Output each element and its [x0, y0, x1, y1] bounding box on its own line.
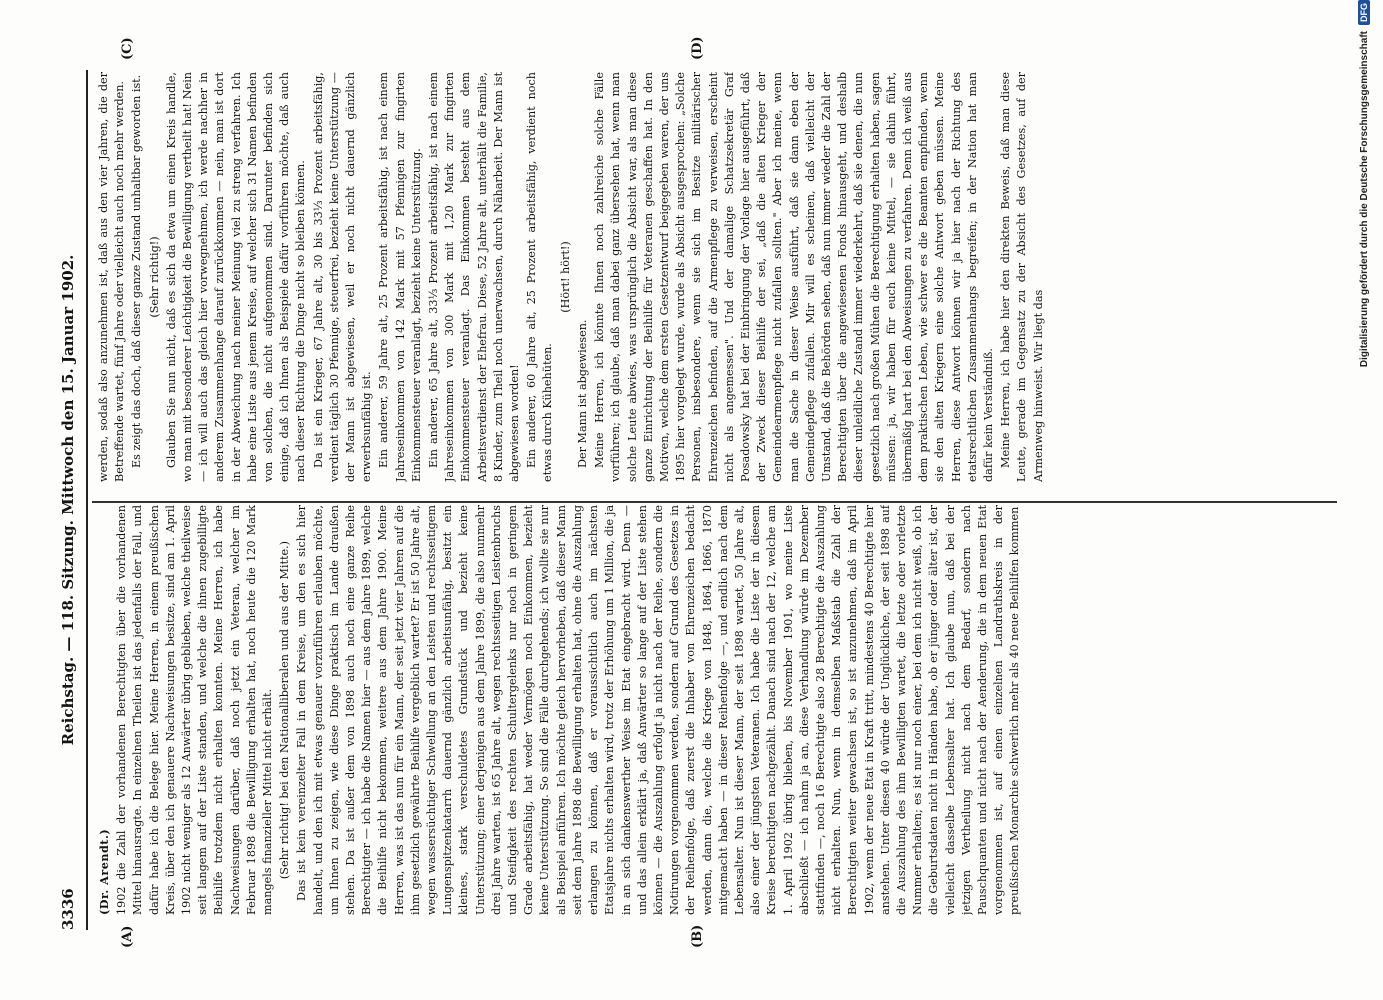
page-header [55, 70, 83, 930]
paragraph: Der Mann ist abgewiesen. [575, 319, 589, 468]
margin-marker-d: (D) [690, 36, 705, 60]
margin-marker-b: (B) [690, 924, 705, 948]
column-divider [92, 501, 1337, 503]
header-rule [86, 70, 88, 930]
page-title: Reichstag. — 118. Sitzung. Mittwoch den 15. Januar 1902. [59, 254, 77, 746]
interjection: (Sehr richtig! bei den Nationalliberalen und aus der Mitte.) [278, 540, 292, 880]
interjection: (Hört! hört!) [558, 241, 572, 313]
paragraph: werden, sodaß also anzunehmen ist, daß aus den vier Jahren, die der Betreffende wartet, fünf Jahre oder vielleicht auch noch mehr werden. [97, 72, 127, 482]
paragraph: Ein anderer, 60 Jahre alt, 25 Prozent arbeitsfähig, verdient noch etwas durch Kühehüten. [525, 72, 555, 482]
paragraph: Da ist ein Krieger, 67 Jahre alt, 30 bis 33⅓ Prozent arbeitsfähig, verdient täglich 30 Pfennige, steuerfrei, bezieht keine Unterstützung — der Mann ist abgewiesen, weil er noch nicht dauernd gänzlich erwerbsunfähig ist. [311, 72, 374, 482]
paragraph: Das ist kein vereinzelter Fall in dem Kreise, um den es sich hier handelt, und den ich mit etwas genauer vorzuführen erlauben möchte, um Ihnen zu zeigen, wie diese Dinge praktisch im Lande draußen stehen. Da ist außer dem von 1898 auch noch eine ganze Reihe Berechtigter — ich habe die Namen hier — aus dem Jahre 1899, welche die Beihilfe nicht bekommen, weitere aus dem Jahre 1900. Meine Herren, was ist das nun für ein Mann, der seit jetzt vier Jahren auf die ihm gesetzlich gewährte Beihilfe vergeblich wartet? Er ist 50 Jahre alt, wegen wassersüchtiger Schwellung an den Leisten und rechtsseitigem Lungenspitzenkatarrh dauernd gänzlich arbeitsunfähig, besitzt ein kleines, stark verschuldetes Grundstück und bezieht keine Unterstützung; einer derjenigen aus dem Jahre 1899, die also nunmehr drei Jahre warten, ist 65 Jahre alt, wegen rechtsseitigen Leistenbruchs und Steifigkeit des rechten Schultergelenks nur noch in geringem Grade arbeitsfähig, hat weder Vermögen noch Einkommen, bezieht keine Unterstützung. So sind die Fälle durchgehends; ich wollte sie nur als Beispiel anführen. Ich möchte gleich hervorheben, daß dieser Mann seit dem Jahre 1898 die Bewilligung erhalten hat, ohne die Auszahlung erlangen zu können, daß er voraussichtlich auch im nächsten Etatsjahre nichts erhalten wird, trotz der Erhöhung um 1 Million, die ja in an sich dankenswerther Weise im Etat eingebracht wird. Denn — und das allein erklärt ja, daß Anwärter so lange auf der Liste stehen können — die Auszahlung erfolgt ja nicht nach der Reihe, sondern die Notirungen vorgenommen werden, sondern auf Grund des Gesetzes in der Reihenfolge, daß zuerst die Inhaber von Ehrenzeichen bedacht werden, dann die, welche die Kriege von 1848, 1864, 1866, 1870 mitgemacht haben — in dieser Reihenfolge —, und endlich nach dem Lebensalter. Nun ist dieser Mann, der seit 1898 wartet, 50 Jahre alt, also einer der jüngsten Veteranen. Ich habe die Liste der in diesem Kreise berechtigten nachgezählt. Danach sind nach der 12, welche am 1. April 1902 übrig blieben, bis November 1901, wo meine Liste abschließt — ich nahm ja an, diese Verhandlung würde im Dezember stattfinden —, noch 16 Berechtigte also 28 Berechtigte die Auszahlung nicht erhalten. Nun, wenn in demselben Maßstab die Zahl der Berechtigten weiter gewachsen ist, so ist anzunehmen, daß im April 1902, wenn der neue Etat in Kraft tritt, mindestens 40 Berechtigte hier anstehen. Unter diesen 40 würde der Unglückliche, der seit 1898 auf die Auszahlung des ihm Bewilligten wartet, die letzte oder vorletzte Nummer erhalten; es ist nur noch einer, bei dem ich nicht weiß, ob ich die Geburtsdaten nicht in Händen habe, ob er jünger oder älter ist, der vielleicht dasselbe Lebensalter hat. Ich glaube nun, daß bei der jetzigen Vertheilung nicht nach dem Bedarf, sondern nach Pauschquanten und nicht nach der Aenderung, die in dem neuen Etat vorgenommen ist, auf einen einzelnen Landrathskreis in der preußischen Monarchie schwerlich mehr als 40 neue Beihilfen kommen [295, 505, 1022, 915]
interjection: (Sehr richtig!) [147, 236, 161, 318]
paragraph: 1902 die Zahl der vorhandenen Berechtigten über die vorhandenen Mittel hinausragte. In einzelnen Theilen ist das jedenfalls der Fall, und dafür habe ich die Belege hier. Meine Herren, in einem preußischen Kreis, über den ich genauere Nachweisungen besitze, sind am 1. April 1902 nicht weniger als 12 Anwärter übrig geblieben, welche theilweise seit langem auf der Liste standen, und welche die ihnen zugebilligte Beihilfe trotzdem nicht erhalten konnten. Meine Herren, ich habe Nachweisungen darüber, daß noch jetzt ein Veteran, welcher im Februar 1898 die Bewilligung erhalten hat, noch heute die 120 Mark mangels finanzieller Mittel nicht erhält. [115, 505, 275, 915]
paragraph: Ein anderer, 59 Jahre alt, 25 Prozent arbeitsfähig, ist nach einem Jahreseinkommen von 142 Mark mit 57 Pfennigen zur fingirten Einkommensteuer veranlagt, bezieht keine Unterstützung. [377, 72, 423, 482]
credit-text: Digitalisierung gefördert durch die Deutsche Forschungsgemeinschaft [1359, 31, 1370, 368]
dfg-logo: DFG [1358, 0, 1370, 25]
margin-marker-c: (C) [120, 37, 135, 60]
left-column [96, 505, 1326, 915]
margin-marker-a: (A) [120, 925, 135, 948]
speaker-label: (Dr. Arendt.) [97, 828, 111, 915]
right-column [96, 72, 1326, 482]
paragraph: Glauben Sie nun nicht, daß es sich da etwa um einen Kreis handle, wo man mit besonderer Leichtigkeit die Bewilligung vertheilt hat! Nein — ich will auch das gleich hier vorwegnehmen, ich werde nachher in anderem Zusammenhange darauf zurückkommen — nein, man ist dort in der Abweichung nach meiner Meinung viel zu streng verfahren. Ich habe eine Liste aus jenem Kreise, auf welcher sich 31 Namen befinden von solchen, die nicht aufgenommen sind. Darunter befinden sich einige, daß ich Ihnen als Beispiele dafür vorführen möchte, daß auch nach dieser Richtung die Dinge nicht so bleiben können. [164, 72, 308, 482]
page-number: 3336 [59, 888, 77, 930]
paragraph: Meine Herren, ich habe hier den direkten Beweis, daß man diese Leute, gerade im Gegensatz zu der Absicht des Gesetzes, auf der Armenweg hinweist. Wir liegt das [999, 72, 1045, 482]
digitization-credit [1358, 0, 1380, 820]
paragraph: Ein anderer, 65 Jahre alt, 33⅓ Prozent arbeitsfähig, ist nach einem Jahreseinkommen von 300 Mark mit 1,20 Mark zur fingirten Einkommensteuer veranlagt. Das Einkommen besteht aus dem Arbeitsverdienst der Ehefrau. Diese, 52 Jahre alt, unterhält die Familie, 8 Kinder, zum Theil noch unerwachsen, durch Näharbeit. Der Mann ist abgewiesen worden! [427, 72, 522, 482]
paragraph: Meine Herren, ich könnte Ihnen noch zahlreiche solche Fälle vorführen; ich glaube, daß man dabei ganz übersehen hat, wenn man solche Leute abwies, was ursprünglich die Absicht war, als man diese ganze Einrichtung der Beihilfe für Veteranen geschaffen hat. In den Motiven, welche dem ersten Gesetzentwurf beigegeben waren, der uns 1895 hier vorgelegt wurde, wurde als Absicht ausgesprochen: „Solche Personen, insbesondere, wenn sie sich im Besitze militärischer Ehrenzeichen befinden, auf die Armenpflege zu verweisen, erscheint nicht als angemessen". Und der damalige Schatzsekretär Graf Posadowsky hat bei der Einbringung der Vorlage hier ausgeführt, daß der Zweck dieser Beihilfe der sei, „daß die alten Krieger der Gemeindearmenpflege nicht zufallen sollten." Aber ich meine, wenn man die Sache in dieser Weise ausführt, daß sie dann eben der Gemeindepflege zufallen. Mir will es scheinen, daß vielleicht der Umstand, daß die Behörden sehen, daß nun immer wieder die Zahl der Berechtigten über die angewiesenen Fonds hinausgeht, und deshalb dieser unleidliche Zustand immer wiederkehrt, daß sie denen, die nun gesetzlich nach großen Mühen die Berechtigung erhalten haben, sagen müssen: ja, wir haben für euch keine Mittel, — sie dahin führt, übermäßig hart bei den Abweisungen zu verfahren. Denn ich weiß aus dem praktischen Leben, wie schwer es die Beamten empfinden, wenn sie den alten Kriegern eine solche Antwort geben müssen. Meine Herren, diese Antwort können wir ja hier nach der Richtung des etatsrechtlichen Zusammenhangs begreifen; in der Nation hat man dafür kein Verständniß. [593, 72, 995, 482]
paragraph: Es zeigt das doch, daß dieser ganze Zustand unhaltbar geworden ist. [130, 74, 144, 468]
